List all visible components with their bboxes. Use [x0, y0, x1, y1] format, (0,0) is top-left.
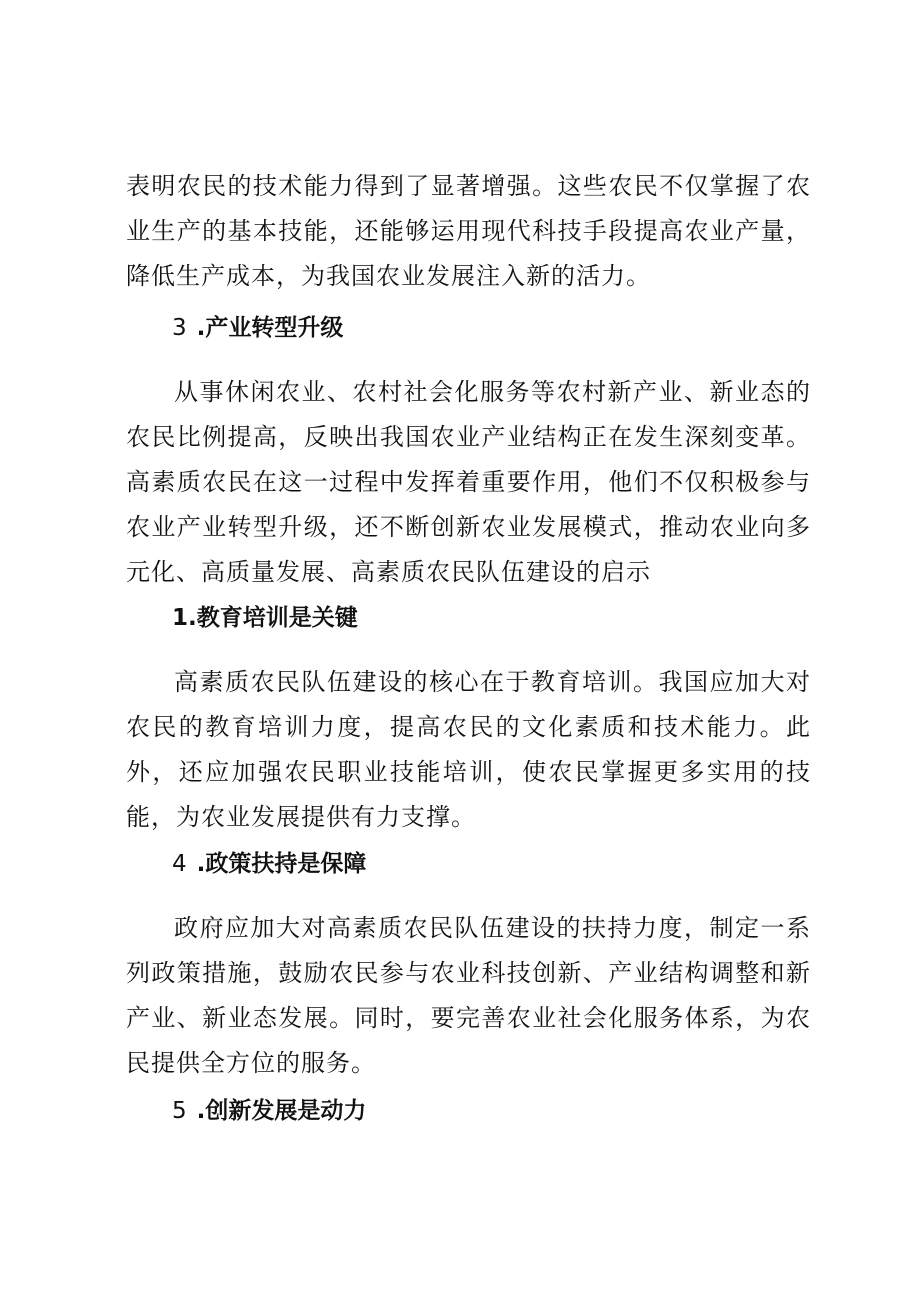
heading-number: 4: [172, 851, 187, 877]
paragraph-education-training: 高素质农民队伍建设的核心在于教育培训。我国应加大对农民的教育培训力度，提高农民的文化素质和技术能力。此外，还应加强农民职业技能培训，使农民掌握更多实用的技能，为农业发展提供有力支撑。: [126, 668, 811, 831]
heading-education-training: [172, 603, 857, 633]
paragraph-industry-structure: 从事休闲农业、农村社会化服务等农村新产业、新业态的农民比例提高，反映出我国农业产业结构正在发生深刻变革。高素质农民在这一过程中发挥着重要作用，他们不仅积极参与农业产业转型升级，还不断创新农业发展模式，推动农业向多元化、高质量发展、高素质农民队伍建设的启示: [126, 378, 811, 586]
heading-policy-support: [172, 849, 857, 879]
heading-title: .产业转型升级: [196, 315, 344, 341]
heading-number: 5: [172, 1098, 187, 1124]
paragraph-policy-support: 政府应加大对高素质农民队伍建设的扶持力度，制定一系列政策措施，鼓励农民参与农业科技创新、产业结构调整和新产业、新业态发展。同时，要完善农业社会化服务体系，为农民提供全方位的服务。: [126, 914, 811, 1077]
heading-title: 1.教育培训是关键: [172, 605, 358, 631]
heading-title: .政策扶持是保障: [196, 851, 367, 877]
heading-industry-upgrade: [172, 313, 857, 343]
paragraph-technical-ability: 表明农民的技术能力得到了显著增强。这些农民不仅掌握了农业生产的基本技能，还能够运用现代科技手段提高农业产量，降低生产成本，为我国农业发展注入新的活力。: [126, 172, 811, 290]
heading-number: 3: [172, 315, 187, 341]
heading-innovation: [172, 1096, 857, 1126]
heading-title: .创新发展是动力: [196, 1098, 367, 1124]
